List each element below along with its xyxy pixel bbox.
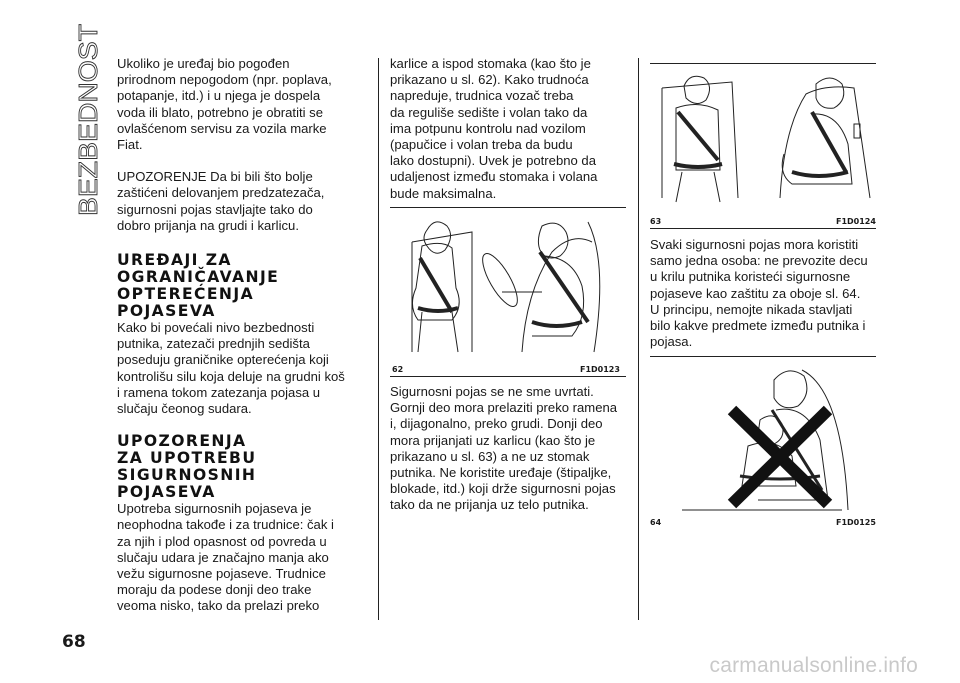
text-line: putnika. Ne koristite uređaje (štipaljke,	[390, 465, 612, 481]
column-divider-2	[638, 58, 639, 620]
pregnant-woman-driver-side-figure	[476, 222, 599, 352]
text-line: kontrolišu silu koja deluje na grudni koš	[117, 368, 345, 384]
paragraph-pretensioner-warning	[117, 169, 369, 234]
text-line: potapanje, itd.) i u njega je dospela	[117, 88, 321, 104]
text-line: Sigurnosni pojas se ne sme uvrtati.	[390, 384, 594, 399]
text-line: blokade, itd.) koji drže sigurnosni pojas	[390, 481, 616, 497]
figure-64-code: F1D0125	[836, 518, 876, 527]
heading-line: UPOZORENJA	[117, 432, 247, 451]
text-line: i ramena tokom zatezanja pojasa u	[117, 384, 321, 400]
text-line: napreduje, trudnica vozač treba	[390, 88, 574, 104]
column-2	[390, 56, 626, 202]
figure-63-top-rule	[650, 63, 876, 64]
text-line: slučaju udara je značajno manja ako	[117, 549, 329, 565]
figure-64-number: 64	[650, 518, 662, 527]
text-line: Gornji deo mora prelaziti preko ramena	[390, 400, 618, 416]
column-1	[117, 56, 369, 615]
section-side-title-text: BEZBEDNOST	[73, 39, 103, 216]
text-line: Upotreba sigurnosnih pojaseva je	[117, 501, 312, 517]
text-line: dobro prijanja na grudi i karlicu.	[117, 217, 299, 233]
text-line: karlice a ispod stomaka (kao što je	[390, 56, 591, 71]
paragraph-load-limiters	[117, 320, 369, 417]
text-line: udaljenost između stomaka i volana	[390, 169, 598, 185]
text-line: slučaju čeonog sudara.	[117, 401, 252, 417]
paragraph-pregnancy	[117, 501, 369, 614]
text-line: Kako bi povećali nivo bezbednosti	[117, 320, 315, 336]
text-line: U principu, nemojte nikada stavljati	[650, 301, 853, 317]
figure-63-illustration	[652, 68, 876, 210]
figure-62-number: 62	[392, 365, 404, 374]
heading-load-limiters	[117, 252, 369, 320]
heading-seat-belt-usage-warnings	[117, 433, 369, 501]
text-line: da reguliše sedište i volan tako da	[390, 104, 588, 120]
text-line: UPOZORENJE Da bi bili što bolje	[117, 169, 313, 185]
text-line: pojaseve kao zaštitu za oboje sl. 64.	[650, 285, 861, 301]
text-line: neophodna takođe i za trudnice: čak i	[117, 517, 334, 533]
figure-64-illustration	[652, 360, 876, 512]
heading-line: POJASEVA	[117, 302, 216, 321]
figure-63-bottom-rule	[650, 228, 876, 229]
figure-64-top-rule	[650, 356, 876, 357]
heading-line: ZA UPOTREBU	[117, 449, 257, 468]
paragraph-belt-twist	[390, 384, 628, 514]
text-line: za njih i plod opasnost od povreda u	[117, 533, 327, 549]
text-line: Ukoliko je uređaj bio pogođen	[117, 56, 290, 71]
column-3	[650, 237, 876, 350]
section-side-title	[64, 20, 108, 220]
figure-62-illustration	[392, 212, 624, 362]
text-line: samo jedna osoba: ne prevozite decu	[650, 253, 868, 269]
heading-line: SIGURNOSNIH	[117, 466, 257, 485]
column-2-lower	[390, 384, 628, 514]
passenger-side-figure	[780, 78, 870, 198]
passenger-front-figure	[662, 76, 738, 202]
heading-line: OGRANIČAVANJE	[117, 268, 280, 287]
text-line: moraju da podese donji deo trake	[117, 582, 312, 598]
text-line: prikazano u sl. 63) a ne uz stomak	[390, 448, 590, 464]
text-line: voda ili blato, potrebno je obratiti se	[117, 104, 323, 120]
text-line: pojasa.	[650, 334, 693, 350]
text-line: prikazano u sl. 62). Kako trudnoća	[390, 72, 589, 88]
text-line: Fiat.	[117, 137, 143, 153]
figure-62-top-rule	[390, 207, 626, 208]
text-line: ovlašćenom servisu za vozila marke	[117, 120, 327, 136]
text-line: putnika, zatezači prednjih sedišta	[117, 336, 310, 352]
text-line: sigurnosni pojas stavljajte tako do	[117, 201, 313, 217]
page-number: 68	[62, 632, 86, 652]
text-line: bilo kakve predmete između putnika i	[650, 318, 866, 334]
figure-63-code: F1D0124	[836, 217, 876, 226]
text-line: poseduju graničnike opterećenja koji	[117, 352, 329, 368]
heading-line: OPTEREĆENJA	[117, 285, 255, 304]
paragraph-one-person-per-belt	[650, 237, 876, 350]
column-divider-1	[378, 58, 379, 620]
text-line: vežu sigurnosne pojaseve. Trudnice	[117, 566, 326, 582]
figure-63-number: 63	[650, 217, 662, 226]
heading-line: POJASEVA	[117, 483, 216, 502]
pregnant-woman-front-figure	[412, 222, 472, 352]
text-line: (papučice i volan treba da budu	[390, 137, 573, 153]
figure-62-code: F1D0123	[580, 365, 620, 374]
text-line: lako dostupni). Uvek je potrebno da	[390, 153, 596, 169]
text-line: prirodnom nepogodom (npr. poplava,	[117, 72, 332, 88]
watermark-text: carmanualsonline.info	[709, 654, 918, 677]
text-line: mora prijanjati uz karlicu (kao što je	[390, 432, 596, 448]
paragraph-flood-warning	[117, 56, 369, 153]
text-line: Svaki sigurnosni pojas mora koristiti	[650, 237, 859, 252]
text-line: bude maksimalna.	[390, 185, 497, 201]
text-line: ima potpunu kontrolu nad vozilom	[390, 120, 586, 136]
text-line: i, dijagonalno, preko grudi. Donji deo	[390, 416, 603, 432]
text-line: u krilu putnika koristeći sigurnosne	[650, 269, 851, 285]
paragraph-pregnancy-continued	[390, 56, 626, 202]
figure-62-bottom-rule	[390, 376, 626, 377]
text-line: zaštićeni delovanjem predzatezača,	[117, 185, 325, 201]
text-line: veoma nisko, tako da prelazi preko	[117, 598, 320, 614]
text-line: tako da ne prijanja uz telo putnika.	[390, 497, 589, 513]
heading-line: UREĐAJI ZA	[117, 251, 232, 270]
